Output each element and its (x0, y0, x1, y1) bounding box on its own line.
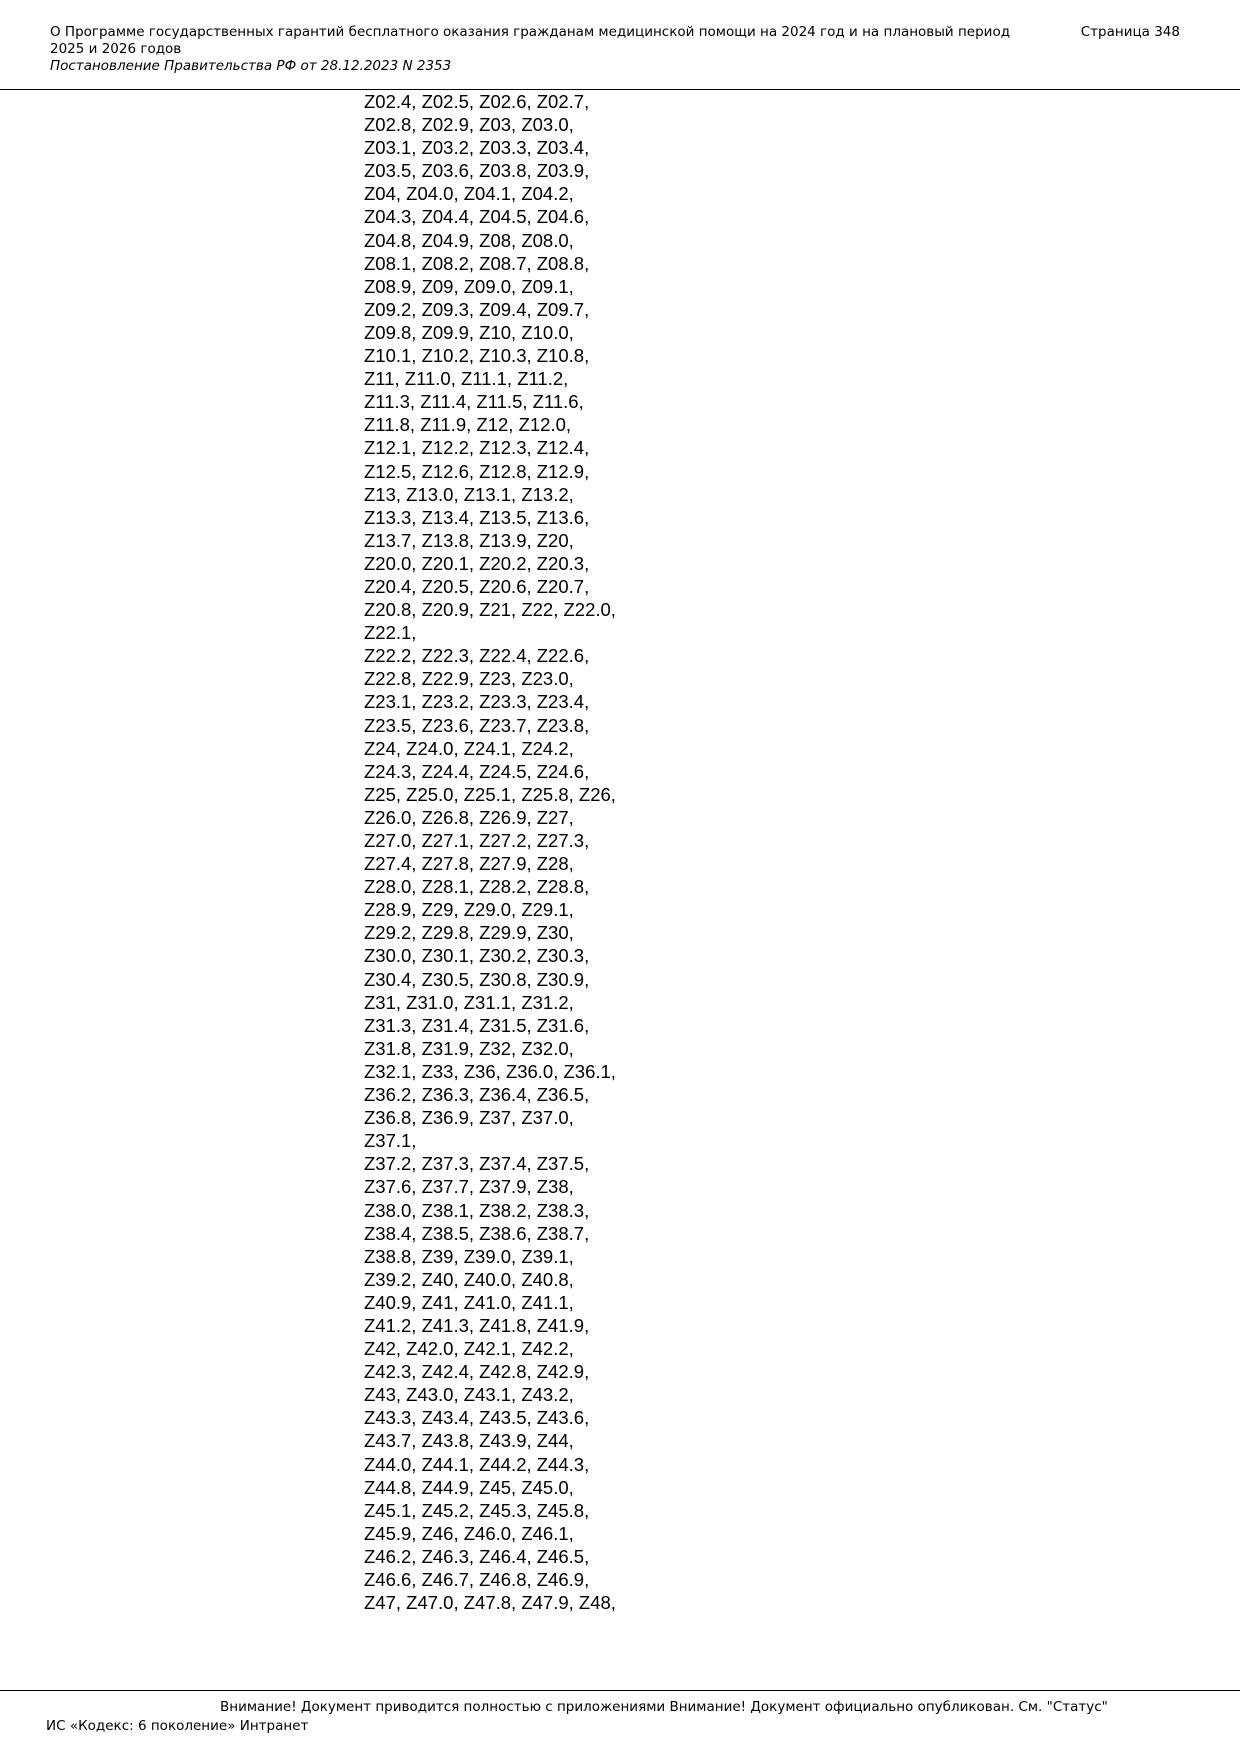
page-header (50, 24, 1180, 75)
code-line: Z25, Z25.0, Z25.1, Z25.8, Z26, (364, 783, 616, 805)
code-line: Z31, Z31.0, Z31.1, Z31.2, (364, 991, 574, 1013)
code-line: Z31.3, Z31.4, Z31.5, Z31.6, (364, 1014, 590, 1036)
code-line: Z23.1, Z23.2, Z23.3, Z23.4, (364, 691, 590, 713)
code-line: Z36.2, Z36.3, Z36.4, Z36.5, (364, 1084, 590, 1106)
code-line: Z37.2, Z37.3, Z37.4, Z37.5, (364, 1153, 590, 1175)
code-line: Z13.3, Z13.4, Z13.5, Z13.6, (364, 506, 590, 528)
code-line: Z02.8, Z02.9, Z03, Z03.0, (364, 114, 574, 136)
code-line: Z03.5, Z03.6, Z03.8, Z03.9, (364, 160, 590, 182)
code-line: Z44.8, Z44.9, Z45, Z45.0, (364, 1476, 574, 1498)
code-line: Z11, Z11.0, Z11.1, Z11.2, (364, 368, 569, 390)
code-line: Z43.7, Z43.8, Z43.9, Z44, (364, 1430, 574, 1452)
code-line: Z20.8, Z20.9, Z21, Z22, Z22.0, (364, 599, 616, 621)
code-line: Z47, Z47.0, Z47.8, Z47.9, Z48, (364, 1592, 616, 1614)
footer-system-name: ИС «Кодекс: 6 поколение» Интранет (46, 1718, 309, 1734)
code-line: Z13, Z13.0, Z13.1, Z13.2, (364, 483, 574, 505)
code-line: Z28.0, Z28.1, Z28.2, Z28.8, (364, 876, 590, 898)
code-line: Z12.1, Z12.2, Z12.3, Z12.4, (364, 437, 590, 459)
code-line: Z11.8, Z11.9, Z12, Z12.0, (364, 414, 572, 436)
code-line: Z24.3, Z24.4, Z24.5, Z24.6, (364, 760, 590, 782)
footer-divider (0, 1690, 1240, 1691)
code-line: Z38.8, Z39, Z39.0, Z39.1, (364, 1245, 574, 1267)
code-line: Z02.4, Z02.5, Z02.6, Z02.7, (364, 91, 590, 112)
code-line: Z26.0, Z26.8, Z26.9, Z27, (364, 806, 574, 828)
code-line: Z43.3, Z43.4, Z43.5, Z43.6, (364, 1407, 590, 1429)
code-line: Z27.4, Z27.8, Z27.9, Z28, (364, 853, 574, 875)
code-line: Z20.0, Z20.1, Z20.2, Z20.3, (364, 552, 590, 574)
code-line: Z43, Z43.0, Z43.1, Z43.2, (364, 1384, 574, 1406)
code-line: Z08.1, Z08.2, Z08.7, Z08.8, (364, 252, 590, 274)
code-line: Z27.0, Z27.1, Z27.2, Z27.3, (364, 830, 590, 851)
code-line: Z24, Z24.0, Z24.1, Z24.2, (364, 737, 574, 759)
diagnosis-code-list (364, 90, 684, 1614)
code-line: Z23.5, Z23.6, Z23.7, Z23.8, (364, 714, 590, 736)
code-line: Z03.1, Z03.2, Z03.3, Z03.4, (364, 137, 590, 159)
code-line: Z32.1, Z33, Z36, Z36.0, Z36.1, (364, 1060, 616, 1082)
code-line: Z29.2, Z29.8, Z29.9, Z30, (364, 922, 574, 944)
code-line: Z30.4, Z30.5, Z30.8, Z30.9, (364, 968, 590, 990)
code-line: Z37.6, Z37.7, Z37.9, Z38, (364, 1176, 574, 1198)
code-line: Z46.6, Z46.7, Z46.8, Z46.9, (364, 1569, 590, 1590)
code-line: Z04, Z04.0, Z04.1, Z04.2, (364, 183, 574, 205)
code-line: Z42.3, Z42.4, Z42.8, Z42.9, (364, 1361, 590, 1383)
footer-notice: Внимание! Документ приводится полностью с приложениями Внимание! Документ официально опубликован. См. "Статус" (220, 1699, 1108, 1715)
code-line: Z31.8, Z31.9, Z32, Z32.0, (364, 1037, 574, 1059)
code-line: Z13.7, Z13.8, Z13.9, Z20, (364, 529, 574, 551)
code-line: Z36.8, Z36.9, Z37, Z37.0, (364, 1107, 574, 1129)
code-line: Z37.1, (364, 1130, 417, 1152)
code-line: Z22.8, Z22.9, Z23, Z23.0, (364, 668, 574, 690)
code-line: Z45.9, Z46, Z46.0, Z46.1, (364, 1522, 574, 1544)
code-line: Z04.3, Z04.4, Z04.5, Z04.6, (364, 206, 590, 228)
code-line: Z09.8, Z09.9, Z10, Z10.0, (364, 321, 574, 343)
code-line: Z41.2, Z41.3, Z41.8, Z41.9, (364, 1314, 590, 1336)
code-line: Z28.9, Z29, Z29.0, Z29.1, (364, 899, 574, 921)
code-line: Z10.1, Z10.2, Z10.3, Z10.8, (364, 345, 590, 367)
document-title: О Программе государственных гарантий бесплатного оказания гражданам медицинской помощи на 2024 год и на плановый период 2025 и 2026 годов (50, 24, 1011, 57)
code-line: Z22.1, (364, 622, 417, 644)
code-line: Z20.4, Z20.5, Z20.6, Z20.7, (364, 575, 590, 597)
code-line: Z39.2, Z40, Z40.0, Z40.8, (364, 1268, 574, 1290)
code-line: Z30.0, Z30.1, Z30.2, Z30.3, (364, 945, 590, 967)
code-line: Z09.2, Z09.3, Z09.4, Z09.7, (364, 298, 590, 320)
code-line: Z44.0, Z44.1, Z44.2, Z44.3, (364, 1453, 590, 1475)
code-line: Z08.9, Z09, Z09.0, Z09.1, (364, 275, 574, 297)
code-line: Z46.2, Z46.3, Z46.4, Z46.5, (364, 1545, 590, 1567)
document-subtitle: Постановление Правительства РФ от 28.12.2023 N 2353 (50, 58, 452, 74)
code-line: Z42, Z42.0, Z42.1, Z42.2, (364, 1338, 574, 1360)
page-number: Страница 348 (1080, 24, 1180, 40)
code-line: Z38.4, Z38.5, Z38.6, Z38.7, (364, 1222, 590, 1244)
code-line: Z45.1, Z45.2, Z45.3, Z45.8, (364, 1499, 590, 1521)
code-line: Z38.0, Z38.1, Z38.2, Z38.3, (364, 1199, 590, 1221)
code-line: Z11.3, Z11.4, Z11.5, Z11.6, (364, 391, 584, 413)
code-line: Z12.5, Z12.6, Z12.8, Z12.9, (364, 460, 590, 482)
code-line: Z04.8, Z04.9, Z08, Z08.0, (364, 229, 574, 251)
code-line: Z40.9, Z41, Z41.0, Z41.1, (364, 1291, 574, 1313)
code-line: Z22.2, Z22.3, Z22.4, Z22.6, (364, 645, 590, 667)
